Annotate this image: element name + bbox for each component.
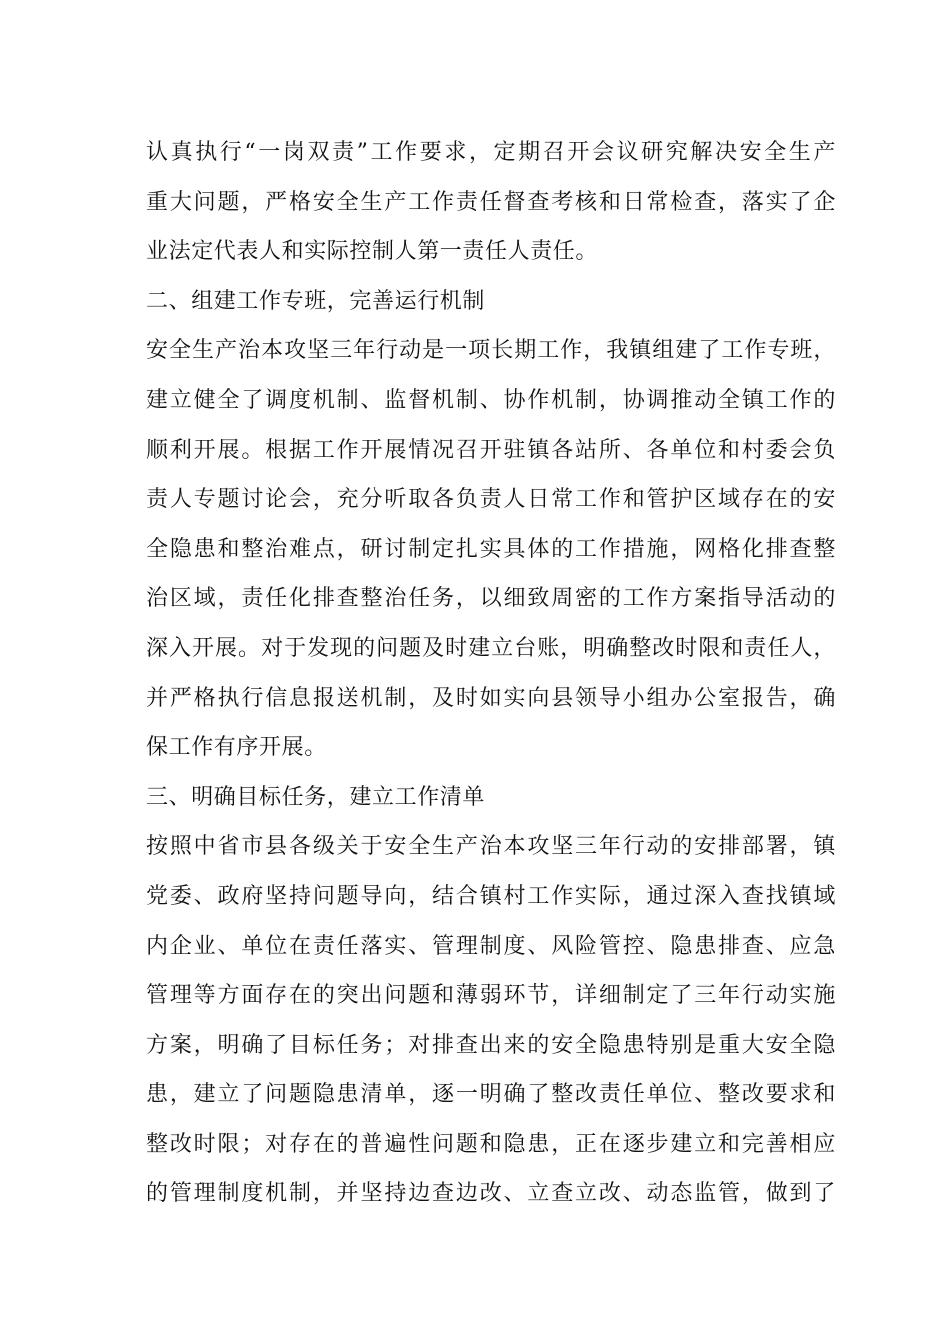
body-line-15: 按照中省市县各级关于安全生产治本攻坚三年行动的安排部署，镇	[146, 834, 836, 860]
body-line-21: 整改时限；对存在的普遍性问题和隐患，正在逐步建立和完善相应	[146, 1131, 836, 1157]
section-heading-2: 二、组建工作专班，完善运行机制	[146, 288, 486, 314]
body-line-22: 的管理制度机制，并坚持边查边改、立查立改、动态监管，做到了	[146, 1181, 836, 1207]
body-line-17: 内企业、单位在责任落实、管理制度、风险管控、隐患排查、应急	[146, 933, 836, 959]
body-line-16: 党委、政府坚持问题导向，结合镇村工作实际，通过深入查找镇域	[146, 883, 836, 909]
body-line-10: 治区域，责任化排查整治任务，以细致周密的工作方案指导活动的	[146, 586, 836, 612]
body-line-19: 方案，明确了目标任务；对排查出来的安全隐患特别是重大安全隐	[146, 1032, 836, 1058]
section-heading-3: 三、明确目标任务，建立工作清单	[146, 784, 486, 810]
body-line-9: 全隐患和整治难点，研讨制定扎实具体的工作措施，网格化排查整	[146, 536, 836, 562]
body-line-11: 深入开展。对于发现的问题及时建立台账，明确整改时限和责任人，	[146, 635, 836, 661]
body-line-18: 管理等方面存在的突出问题和薄弱环节，详细制定了三年行动实施	[146, 983, 836, 1009]
body-line-8: 责人专题讨论会，充分听取各负责人日常工作和管护区域存在的安	[146, 487, 836, 513]
body-line-1: 认真执行“一岗双责”工作要求，定期召开会议研究解决安全生产	[146, 140, 836, 165]
body-line-3: 业法定代表人和实际控制人第一责任人责任。	[146, 239, 599, 265]
document-body	[146, 128, 836, 1219]
body-line-13: 保工作有序开展。	[146, 735, 327, 761]
body-line-6: 建立健全了调度机制、监督机制、协作机制，协调推动全镇工作的	[146, 387, 836, 413]
body-line-2: 重大问题，严格安全生产工作责任督查考核和日常检查，落实了企	[146, 189, 836, 215]
body-line-7: 顺利开展。根据工作开展情况召开驻镇各站所、各单位和村委会负	[146, 437, 836, 463]
body-line-12: 并严格执行信息报送机制，及时如实向县领导小组办公室报告，确	[146, 685, 836, 711]
body-line-20: 患，建立了问题隐患清单，逐一明确了整改责任单位、整改要求和	[146, 1082, 836, 1108]
body-line-5: 安全生产治本攻坚三年行动是一项长期工作，我镇组建了工作专班，	[146, 338, 836, 364]
